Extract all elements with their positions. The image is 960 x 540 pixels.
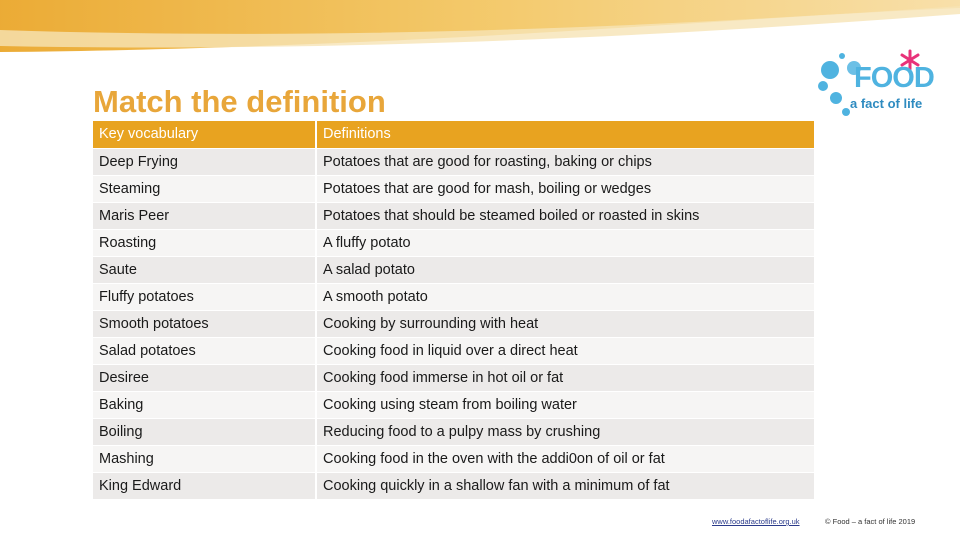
table-row xyxy=(93,472,814,499)
vocab-term: Baking xyxy=(93,391,316,418)
logo-word: FOOD xyxy=(854,62,934,94)
table-row xyxy=(93,337,814,364)
header-definitions: Definitions xyxy=(316,121,814,148)
definition: A fluffy potato xyxy=(316,229,814,256)
header-key-vocabulary: Key vocabulary xyxy=(93,121,316,148)
vocab-term: Mashing xyxy=(93,445,316,472)
vocab-term: Smooth potatoes xyxy=(93,310,316,337)
definition: Potatoes that should be steamed boiled or roasted in skins xyxy=(316,202,814,229)
slide-title: Match the definition xyxy=(93,84,386,119)
definition: Cooking using steam from boiling water xyxy=(316,391,814,418)
definition: A smooth potato xyxy=(316,283,814,310)
logo-tagline: a fact of life xyxy=(850,96,923,111)
vocab-term: Roasting xyxy=(93,229,316,256)
table-row xyxy=(93,445,814,472)
table-row xyxy=(93,229,814,256)
definition: Potatoes that are good for roasting, baking or chips xyxy=(316,148,814,175)
vocab-term: Maris Peer xyxy=(93,202,316,229)
vocabulary-table xyxy=(93,121,814,500)
vocab-term: Fluffy potatoes xyxy=(93,283,316,310)
definition: Cooking quickly in a shallow fan with a minimum of fat xyxy=(316,472,814,499)
vocab-term: King Edward xyxy=(93,472,316,499)
definition: Cooking food immerse in hot oil or fat xyxy=(316,364,814,391)
vocab-term: Deep Frying xyxy=(93,148,316,175)
table-row xyxy=(93,202,814,229)
copyright-text: © Food – a fact of life 2019 xyxy=(825,517,916,526)
vocab-term: Desiree xyxy=(93,364,316,391)
definition: Cooking by surrounding with heat xyxy=(316,310,814,337)
table-row xyxy=(93,364,814,391)
table-row xyxy=(93,391,814,418)
vocab-term: Saute xyxy=(93,256,316,283)
definition: Reducing food to a pulpy mass by crushing xyxy=(316,418,814,445)
vocab-term: Boiling xyxy=(93,418,316,445)
table-row xyxy=(93,310,814,337)
table-row xyxy=(93,148,814,175)
vocab-term: Salad potatoes xyxy=(93,337,316,364)
definition: Cooking food in the oven with the addi0on of oil or fat xyxy=(316,445,814,472)
vocab-term: Steaming xyxy=(93,175,316,202)
table-row xyxy=(93,418,814,445)
website-link[interactable]: www.foodafactoflife.org.uk xyxy=(712,517,800,526)
table-row xyxy=(93,283,814,310)
table-header-row xyxy=(93,121,814,148)
table-row xyxy=(93,175,814,202)
definition: Potatoes that are good for mash, boiling or wedges xyxy=(316,175,814,202)
definition: Cooking food in liquid over a direct heat xyxy=(316,337,814,364)
definition: A salad potato xyxy=(316,256,814,283)
table-row xyxy=(93,256,814,283)
